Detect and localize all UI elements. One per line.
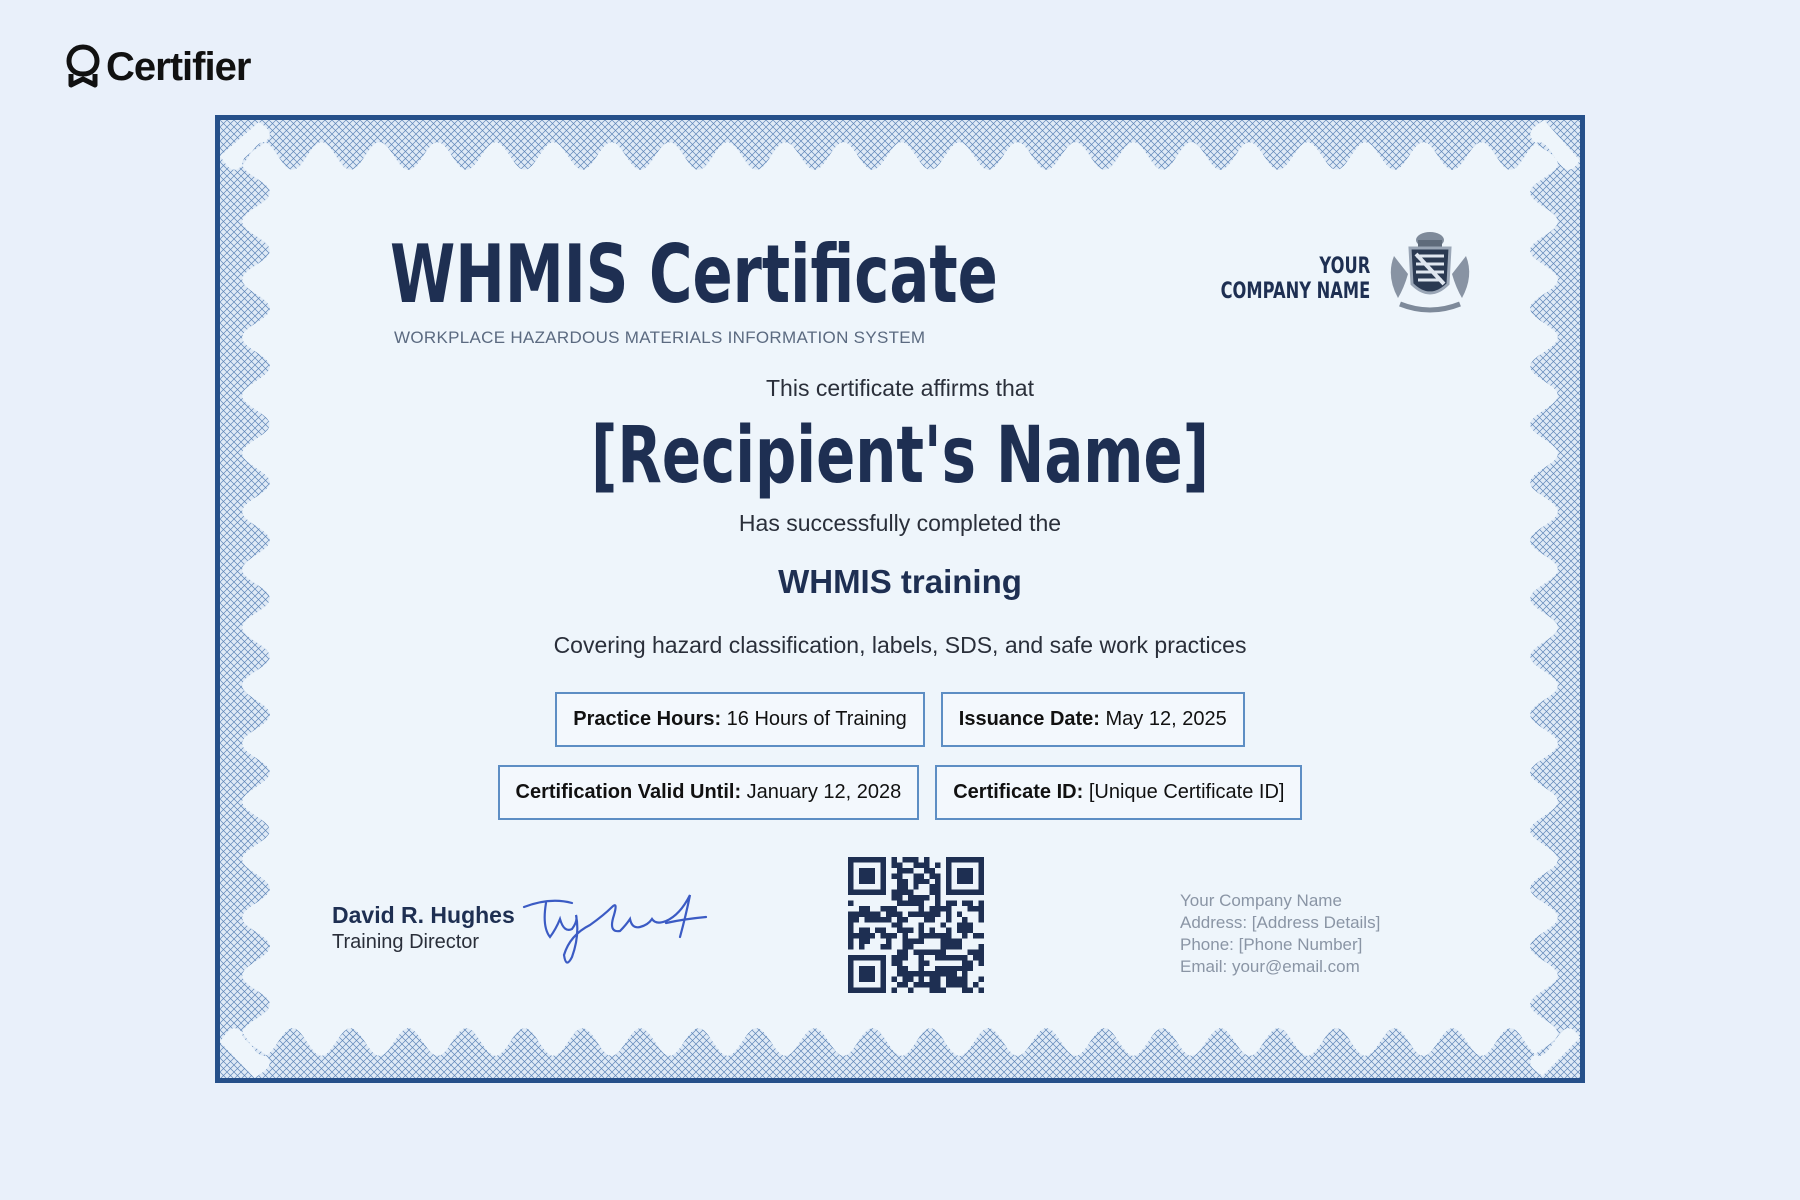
qr-code	[848, 857, 984, 993]
valid-until-box	[498, 765, 920, 820]
practice-hours-value: 16 Hours of Training	[726, 708, 907, 730]
practice-hours-box	[555, 692, 925, 747]
company-name	[1220, 254, 1370, 304]
contact-email: Email: your@email.com	[1180, 957, 1360, 976]
certifier-logo-icon	[66, 44, 100, 90]
contact-company: Your Company Name	[1180, 891, 1342, 910]
certificate-title: WHMIS Certificate	[390, 228, 998, 321]
completed-text: Has successfully completed the	[738, 510, 1062, 536]
signer-block	[332, 902, 515, 954]
contact-block	[1180, 890, 1380, 978]
valid-until-label: Certification Valid Until:	[515, 781, 742, 803]
contact-phone: Phone: [Phone Number]	[1180, 935, 1363, 954]
company-name-line2: COMPANY NAME	[1220, 279, 1370, 304]
signature	[520, 885, 710, 975]
signer-role: Training Director	[332, 931, 480, 953]
certificate-subtitle: WORKPLACE HAZARDOUS MATERIALS INFORMATION SYSTEM	[394, 328, 926, 347]
brand-logo	[66, 44, 250, 90]
certificate-id-label: Certificate ID:	[953, 781, 1084, 803]
details-row-2	[220, 765, 1580, 820]
crest-icon	[1380, 226, 1480, 316]
issuance-date-value: May 12, 2025	[1105, 708, 1227, 730]
practice-hours-label: Practice Hours:	[573, 708, 722, 730]
certificate-id-box	[935, 765, 1302, 820]
valid-until-value: January 12, 2028	[746, 781, 902, 803]
course-description: Covering hazard classification, labels, SDS, and safe work practices	[553, 632, 1247, 658]
company-name-line1: YOUR	[1319, 254, 1370, 279]
contact-address: Address: [Address Details]	[1180, 913, 1381, 932]
issuance-date-label: Issuance Date:	[958, 708, 1100, 730]
recipient-name: [Recipient's Name]	[591, 411, 1209, 501]
certificate-id-value: [Unique Certificate ID]	[1088, 781, 1285, 803]
course-name: WHMIS training	[778, 563, 1022, 600]
affirm-text: This certificate affirms that	[766, 375, 1034, 401]
details-row-1	[220, 692, 1580, 747]
certificate-content	[220, 120, 1580, 1078]
certificate	[215, 115, 1585, 1083]
issuance-date-box	[941, 692, 1245, 747]
brand-name: Certifier	[106, 44, 251, 89]
signer-name: David R. Hughes	[332, 902, 515, 928]
